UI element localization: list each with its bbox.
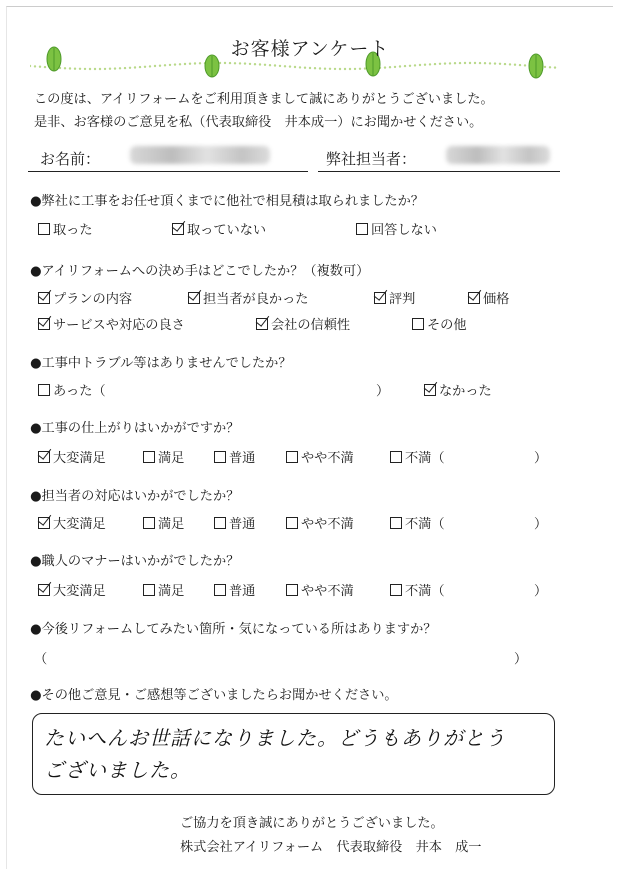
vine-dot — [339, 68, 341, 70]
vine-dot — [359, 68, 361, 70]
intro-line-2: 是非、お客様のご意見を私（代表取締役 井本成一）にお聞かせください。 — [34, 115, 483, 130]
q2-option-price[interactable]: 価格 — [468, 288, 509, 307]
vine-dot — [399, 65, 401, 67]
vine-dot — [244, 62, 246, 64]
vine-dot — [134, 66, 136, 68]
vine-dot — [39, 66, 41, 68]
staff-underline — [318, 171, 560, 172]
vine-dot — [184, 63, 186, 65]
vine-dot — [554, 66, 556, 68]
checkbox[interactable] — [143, 517, 155, 529]
vine-dot — [119, 67, 121, 69]
handwritten-comment-line-2: ございました。 — [44, 758, 191, 782]
page-title: お客様アンケート — [230, 38, 390, 60]
vine-dot — [419, 64, 421, 66]
question-2: ●アイリフォームへの決め手はどこでしたか？（複数可） — [30, 264, 370, 279]
vine-dot — [544, 66, 546, 68]
vine-dot — [434, 63, 436, 65]
vine-dot — [264, 64, 266, 66]
vine-dot — [314, 67, 316, 69]
q5-option-dissatisfied[interactable]: 不満（ — [390, 513, 445, 532]
vine-dot — [349, 68, 351, 70]
vine-dot — [99, 68, 101, 70]
q3-option-yes[interactable]: あった（ — [38, 380, 106, 399]
vine-dot — [499, 63, 501, 65]
q4-option-satisfied[interactable]: 満足 — [143, 447, 184, 466]
checkbox[interactable] — [188, 292, 200, 304]
vine-dot — [64, 67, 66, 69]
footer-thanks: ご協力を頂き誠にありがとうございました。 — [180, 816, 444, 831]
checkbox[interactable] — [172, 223, 184, 235]
name-underline — [28, 171, 308, 172]
name-label: お名前： — [40, 150, 101, 168]
vine-dot — [464, 62, 466, 64]
q1-option-1[interactable]: 取った — [38, 219, 93, 238]
q6-option-satisfied[interactable]: 満足 — [143, 580, 184, 599]
vine-dot — [524, 64, 526, 66]
vine-dot — [494, 62, 496, 64]
q1-option-2[interactable]: 取っていない — [172, 219, 266, 238]
vine-dot — [124, 67, 126, 69]
staff-redacted — [446, 146, 550, 164]
vine-dot — [74, 68, 76, 70]
vine-dot — [229, 62, 231, 64]
vine-dot — [44, 66, 46, 68]
vine-dot — [144, 66, 146, 68]
handwritten-comment-line-1: たいへんお世話になりました。どうもありがとう — [44, 726, 506, 750]
vine-dot — [384, 66, 386, 68]
footer-signature: 株式会社アイリフォーム 代表取締役 井本 成一 — [180, 840, 482, 855]
vine-dot — [404, 65, 406, 67]
vine-dot — [444, 62, 446, 64]
vine-dot — [254, 63, 256, 65]
vine-dot — [129, 67, 131, 69]
checkbox[interactable] — [214, 451, 226, 463]
vine-dot — [279, 65, 281, 67]
vine-dot — [319, 67, 321, 69]
vine-dot — [474, 62, 476, 64]
vine-dot — [294, 66, 296, 68]
vine-dot — [429, 63, 431, 65]
vine-dot — [424, 64, 426, 66]
question-3: ●工事中トラブル等はありませんでしたか？ — [30, 356, 292, 371]
vine-dot — [179, 63, 181, 65]
vine-dot — [469, 62, 471, 64]
vine-dot — [89, 68, 91, 70]
vine-dot — [169, 64, 171, 66]
vine-dot — [509, 63, 511, 65]
checkbox[interactable] — [390, 584, 402, 596]
checkbox[interactable] — [424, 384, 436, 396]
q4-close-paren: ） — [534, 451, 548, 466]
vine-dot — [159, 65, 161, 67]
vine-dot — [454, 62, 456, 64]
vine-dot — [109, 68, 111, 70]
vine-dot — [519, 64, 521, 66]
vine-dot — [304, 67, 306, 69]
q2-option-service[interactable]: サービスや対応の良さ — [38, 314, 185, 333]
vine-dot — [284, 65, 286, 67]
staff-label: 弊社担当者： — [326, 150, 417, 168]
checkbox[interactable] — [38, 292, 50, 304]
vine-dot — [409, 65, 411, 67]
vine-dot — [189, 63, 191, 65]
q6-option-very-satisfied[interactable]: 大変満足 — [38, 580, 106, 599]
vine-dot — [334, 68, 336, 70]
vine-dot — [114, 67, 116, 69]
vine-dot — [149, 65, 151, 67]
vine-dot — [289, 65, 291, 67]
vine-dot — [514, 64, 516, 66]
vine-dot — [389, 66, 391, 68]
vine-dot — [549, 66, 551, 68]
q7-close-paren: ） — [514, 652, 528, 667]
checkbox[interactable] — [38, 517, 50, 529]
checkbox[interactable] — [286, 451, 298, 463]
q5-option-somewhat-dissatisfied[interactable]: やや不満 — [286, 513, 354, 532]
vine-dot — [459, 62, 461, 64]
q4-option-normal[interactable]: 普通 — [214, 447, 255, 466]
vine-dot — [84, 68, 86, 70]
q4-option-somewhat-dissatisfied[interactable]: やや不満 — [286, 447, 354, 466]
checkbox[interactable] — [374, 292, 386, 304]
q7-open-paren: （ — [34, 652, 48, 667]
vine-dot — [34, 65, 36, 67]
vine-dot — [324, 68, 326, 70]
question-8: ●その他ご意見・ご感想等ございましたらお聞かせください。 — [30, 688, 398, 703]
q5-option-satisfied[interactable]: 満足 — [143, 513, 184, 532]
q5-option-very-satisfied[interactable]: 大変満足 — [38, 513, 106, 532]
vine-dot — [484, 62, 486, 64]
checkbox[interactable] — [412, 318, 424, 330]
vine-dot — [354, 68, 356, 70]
vine-dot — [139, 66, 141, 68]
q3-option-no[interactable]: なかった — [424, 380, 492, 399]
vine-dot — [309, 67, 311, 69]
vine-dot — [414, 64, 416, 66]
q3-close-paren: ） — [376, 384, 390, 399]
vine-dot — [154, 65, 156, 67]
vine-dot — [299, 66, 301, 68]
q6-close-paren: ） — [534, 584, 548, 599]
vine-dot — [199, 62, 201, 64]
vine-dot — [239, 62, 241, 64]
checkbox[interactable] — [38, 223, 50, 235]
q6-option-normal[interactable]: 普通 — [214, 580, 255, 599]
vine-dot — [69, 67, 71, 69]
checkbox[interactable] — [38, 451, 50, 463]
vine-dot — [224, 62, 226, 64]
vine-dot — [259, 63, 261, 65]
q2-option-other[interactable]: その他 — [412, 314, 467, 333]
checkbox[interactable] — [38, 318, 50, 330]
vine-dot — [104, 68, 106, 70]
q6-option-somewhat-dissatisfied[interactable]: やや不満 — [286, 580, 354, 599]
vine-dot — [504, 63, 506, 65]
question-4: ●工事の仕上がりはいかがですか？ — [30, 421, 240, 436]
q2-option-plan[interactable]: プランの内容 — [38, 288, 132, 307]
question-1: ●弊社に工事をお任せ頂くまでに他社で相見積は取られましたか？ — [30, 194, 424, 209]
q2-option-trust[interactable]: 会社の信頼性 — [256, 314, 350, 333]
vine-dot — [449, 62, 451, 64]
vine-dot — [174, 63, 176, 65]
vine-dot — [344, 68, 346, 70]
intro-line-1: この度は、アイリフォームをご利用頂きまして誠にありがとうございました。 — [34, 92, 494, 107]
vine-dot — [79, 68, 81, 70]
vine-dot — [94, 68, 96, 70]
checkbox[interactable] — [143, 584, 155, 596]
vine-dot — [489, 62, 491, 64]
vine-dot — [329, 68, 331, 70]
q2-option-staff[interactable]: 担当者が良かった — [188, 288, 309, 307]
vine-dot — [164, 64, 166, 66]
q2-option-reputation[interactable]: 評判 — [374, 288, 415, 307]
q4-option-dissatisfied[interactable]: 不満（ — [390, 447, 445, 466]
name-redacted — [130, 146, 270, 164]
checkbox[interactable] — [286, 517, 298, 529]
vine-dot — [234, 62, 236, 64]
vine-dot — [269, 64, 271, 66]
checkbox[interactable] — [286, 584, 298, 596]
vine-dot — [249, 63, 251, 65]
checkbox[interactable] — [468, 292, 480, 304]
checkbox[interactable] — [143, 451, 155, 463]
q4-option-very-satisfied[interactable]: 大変満足 — [38, 447, 106, 466]
checkbox[interactable] — [38, 384, 50, 396]
question-5: ●担当者の対応はいかがでしたか？ — [30, 489, 240, 504]
checkbox[interactable] — [214, 517, 226, 529]
q1-option-3[interactable]: 回答しない — [356, 219, 437, 238]
question-7: ●今後リフォームしてみたい箇所・気になっている所はありますか？ — [30, 622, 437, 637]
checkbox[interactable] — [390, 451, 402, 463]
checkbox[interactable] — [390, 517, 402, 529]
checkbox[interactable] — [256, 318, 268, 330]
checkbox[interactable] — [214, 584, 226, 596]
question-6: ●職人のマナーはいかがでしたか？ — [30, 554, 240, 569]
vine-dot — [274, 64, 276, 66]
checkbox[interactable] — [356, 223, 368, 235]
q6-option-dissatisfied[interactable]: 不満（ — [390, 580, 445, 599]
vine-dot — [439, 63, 441, 65]
vine-dot — [194, 62, 196, 64]
vine-dot — [394, 66, 396, 68]
vine-dot — [30, 65, 31, 67]
q5-close-paren: ） — [534, 517, 548, 532]
vine-dot — [479, 62, 481, 64]
q5-option-normal[interactable]: 普通 — [214, 513, 255, 532]
checkbox[interactable] — [38, 584, 50, 596]
